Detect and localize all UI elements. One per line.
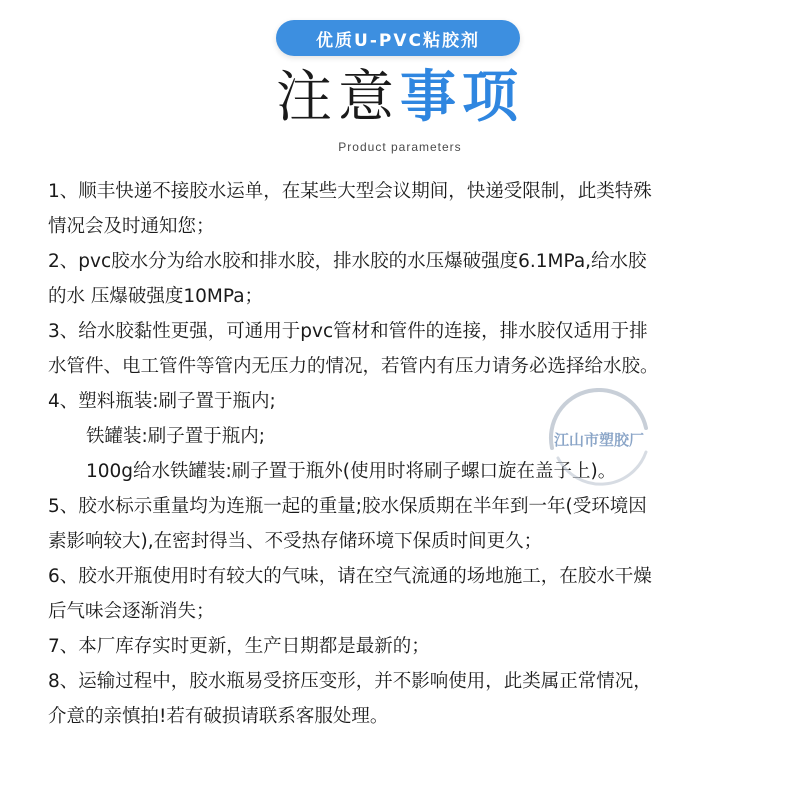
note-line: 5、胶水标示重量均为连瓶一起的重量;胶水保质期在半年到一年(受环境因 (48, 496, 647, 517)
product-badge (276, 20, 520, 56)
note-line: 铁罐装:刷子置于瓶内; (86, 426, 265, 447)
note-line: 7、本厂库存实时更新，生产日期都是最新的； (48, 636, 430, 657)
page-subtitle: Product parameters (338, 140, 462, 154)
note-line: 1、顺丰快递不接胶水运单，在某些大型会议期间，快递受限制，此类特殊 (48, 181, 652, 202)
note-line: 情况会及时通知您； (48, 216, 215, 237)
note-line: 100g给水铁罐装:刷子置于瓶外(使用时将刷子螺口旋在盖子上)。 (86, 461, 617, 482)
notes-list (48, 174, 760, 734)
watermark-text: 江山市塑胶厂 (553, 431, 645, 449)
note-item-7 (48, 629, 760, 664)
note-item-8 (48, 664, 760, 734)
note-line: 2、pvc胶水分为给水胶和排水胶，排水胶的水压爆破强度6.1MPa,给水胶 (48, 251, 647, 272)
note-line: 的水 压爆破强度10MPa； (48, 286, 264, 307)
note-item-4 (48, 384, 760, 489)
page-title-part1: 注意 (276, 65, 400, 130)
note-item-5 (48, 489, 760, 559)
note-line: 素影响较大),在密封得当、不受热存储环境下保质时间更久； (48, 531, 543, 552)
page-title-part2: 事项 (400, 65, 524, 130)
page-title (0, 62, 800, 134)
note-line: 6、胶水开瓶使用时有较大的气味，请在空气流通的场地施工，在胶水干燥 (48, 566, 652, 587)
note-line: 水管件、电工管件等管内无压力的情况，若管内有压力请务必选择给水胶。 (48, 356, 659, 377)
note-line: 介意的亲慎拍!若有破损请联系客服处理。 (48, 706, 389, 727)
note-line: 3、给水胶黏性更强，可通用于pvc管材和管件的连接，排水胶仅适用于排 (48, 321, 648, 342)
note-line: 4、塑料瓶装:刷子置于瓶内; (48, 391, 276, 412)
note-item-3 (48, 314, 760, 384)
note-item-1 (48, 174, 760, 244)
note-item-2 (48, 244, 760, 314)
note-line: 8、运输过程中，胶水瓶易受挤压变形，并不影响使用，此类属正常情况， (48, 671, 652, 692)
product-badge-label: 优质U-PVC粘胶剂 (316, 30, 480, 51)
note-line: 后气味会逐渐消失； (48, 601, 215, 622)
note-item-6 (48, 559, 760, 629)
